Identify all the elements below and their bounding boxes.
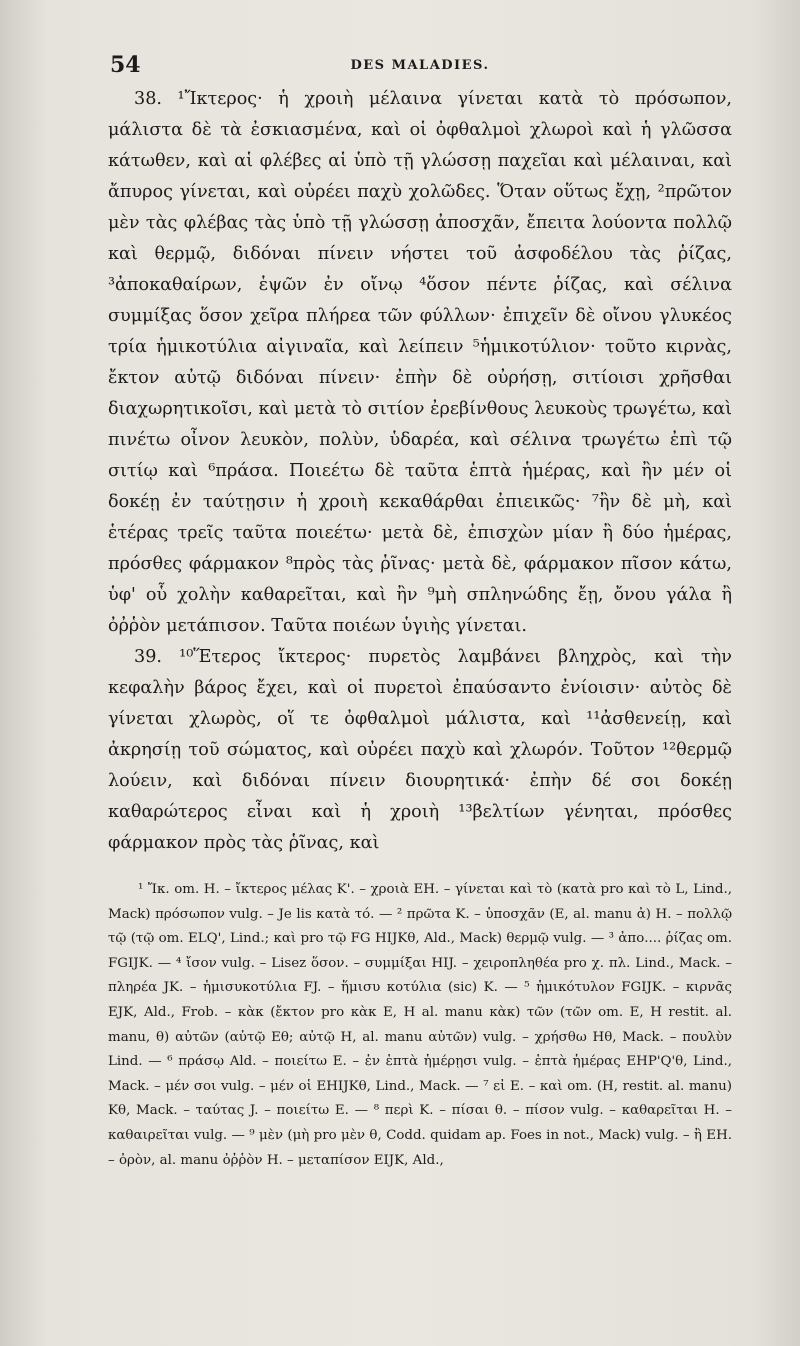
running-head: DES MALADIES.: [350, 58, 490, 73]
paragraph-39: 39. ¹⁰Ἕτερος ἴκτερος· πυρετὸς λαμβάνει βληχρὸς, καὶ τὴν κεφαλὴν βάρος ἔχει, καὶ οἱ πυρετοὶ ἐπαύσαντο ἐνίοισιν· αὐτὸς δὲ γίνεται χλωρὸς, οἵ τε ὀφθαλμοὶ μάλιστα, καὶ ¹¹ἀσθενείῃ, καὶ ἀκρησίῃ τοῦ σώματος, καὶ οὐρέει παχὺ καὶ χλωρόν. Τοῦτον ¹²θερμῷ λούειν, καὶ διδόναι πίνειν διουρητικά· ἐπὴν δέ σοι δοκέῃ καθαρώτερος εἶναι καὶ ἡ χροιὴ ¹³βελτίων γένηται, πρόσθες φάρμακον πρὸς τὰς ῥῖνας, καὶ: [108, 647, 732, 853]
footnotes: [108, 878, 732, 1173]
footnote-text: ¹ Ἴκ. om. H. – ἴκτερος μέλας K'. – χροιὰ EH. – γίνεται καὶ τὸ (κατὰ pro καὶ τὸ L, Lind., Mack) πρόσωπον vulg. – Je lis κατὰ τό. — ² πρῶτα K. – ὑποσχᾶν (E, al. manu ἀ) H. – πολλῷ τῷ (τῷ om. ELQ', Lind.; καὶ pro τῷ FG HIJKθ, Ald., Mack) θερμῷ vulg. — ³ ἀπο.... ῥίζας om. FGIJK. — ⁴ ἴσον vulg. – Lisez ὅσον. – συμμίξαι HIJ. – χειροπληθέα pro χ. πλ. Lind., Mack. – πληρέα JK. – ἡμισυκοτύλια FJ. – ἥμισυ κοτύλια (sic) K. — ⁵ ἡμικότυλον FGIJK. – κιρνᾶς EJK, Ald., Frob. – κὰκ (ἔκτον pro κὰκ E, H al. manu κὰκ) τῶν (τῶν om. E, H restit. al. manu, θ) αὐτῶν (αὐτῷ Eθ; αὐτῷ H, al. manu αὐτῶν) vulg. – χρήσθω Hθ, Mack. – πουλὺν Lind. — ⁶ πράσῳ Ald. – ποιείτω E. – ἐν ἑπτὰ ἡμέρῃσι vulg. – ἑπτὰ ἡμέρας EHP'Q'θ, Lind., Mack. – μέν σοι vulg. – μέν οἱ EHIJKθ, Lind., Mack. — ⁷ εἰ E. – καὶ om. (H, restit. al. manu) Kθ, Mack. – ταύτας J. – ποιείτω E. — ⁸ περὶ K. – πίσαι θ. – πίσον vulg. – καθαρεῖται H. – καθαιρεῖται vulg. — ⁹ μὲν (μὴ pro μὲν θ, Codd. quidam ap. Foes in not., Mack) vulg. – ἢ EH. – ὀρὸν, al. manu ὀῤῥὸν H. – μεταπίσον EIJK, Ald.,: [108, 882, 732, 1168]
main-text: [108, 84, 732, 859]
page-header: [110, 52, 730, 80]
page-number: 54: [110, 52, 141, 78]
paragraph-38: 38. ¹Ἴκτερος· ἡ χροιὴ μέλαινα γίνεται κατὰ τὸ πρόσωπον, μάλιστα δὲ τὰ ἐσκιασμένα, καὶ οἱ ὀφθαλμοὶ χλωροὶ καὶ ἡ γλῶσσα κάτωθεν, καὶ αἱ φλέβες αἱ ὑπὸ τῇ γλώσσῃ παχεῖαι καὶ μέλαιναι, καὶ ἄπυρος γίνεται, καὶ οὐρέει παχὺ χολῶδες. Ὅταν οὕτως ἔχῃ, ²πρῶτον μὲν τὰς φλέβας τὰς ὑπὸ τῇ γλώσσῃ ἀποσχᾶν, ἔπειτα λούοντα πολλῷ καὶ θερμῷ, διδόναι πίνειν νήστει τοῦ ἀσφοδέλου τὰς ῥίζας, ³ἀποκαθαίρων, ἑψῶν ἐν οἴνῳ ⁴ὅσον πέντε ῥίζας, καὶ σέλινα συμμίξας ὅσον χεῖρα πλήρεα τῶν φύλλων· ἐπιχεῖν δὲ οἴνου γλυκέος τρία ἡμικοτύλια αἰγιναῖα, καὶ λείπειν ⁵ἡμικοτύλιον· τοῦτο κιρνὰς, ἔκτον αὐτῷ διδόναι πίνειν· ἐπὴν δὲ οὐρήσῃ, σιτίοισι χρῆσθαι διαχωρητικοῖσι, καὶ μετὰ τὸ σιτίον ἐρεβίνθους λευκοὺς τρωγέτω, καὶ πινέτω οἶνον λευκὸν, πολὺν, ὑδαρέα, καὶ σέλινα τρωγέτω ἐπὶ τῷ σιτίῳ καὶ ⁶πράσα. Ποιεέτω δὲ ταῦτα ἑπτὰ ἡμέρας, καὶ ἢν μέν οἱ δοκέῃ ἐν ταύτῃσιν ἡ χροιὴ κεκαθάρθαι ἐπιεικῶς· ⁷ἢν δὲ μὴ, καὶ ἑτέρας τρεῖς ταῦτα ποιεέτω· μετὰ δὲ, ἐπισχὼν μίαν ἢ δύο ἡμέρας, πρόσθες φάρμακον ⁸πρὸς τὰς ῥῖνας· μετὰ δὲ, φάρμακον πῖσον κάτω, ὑφ' οὗ χολὴν καθαρεῖται, καὶ ἢν ⁹μὴ σπληνώδης ἔῃ, ὄνου γάλα ἢ ὀῤῥὸν μετάπισον. Ταῦτα ποιέων ὑγιὴς γίνεται.: [108, 89, 732, 636]
